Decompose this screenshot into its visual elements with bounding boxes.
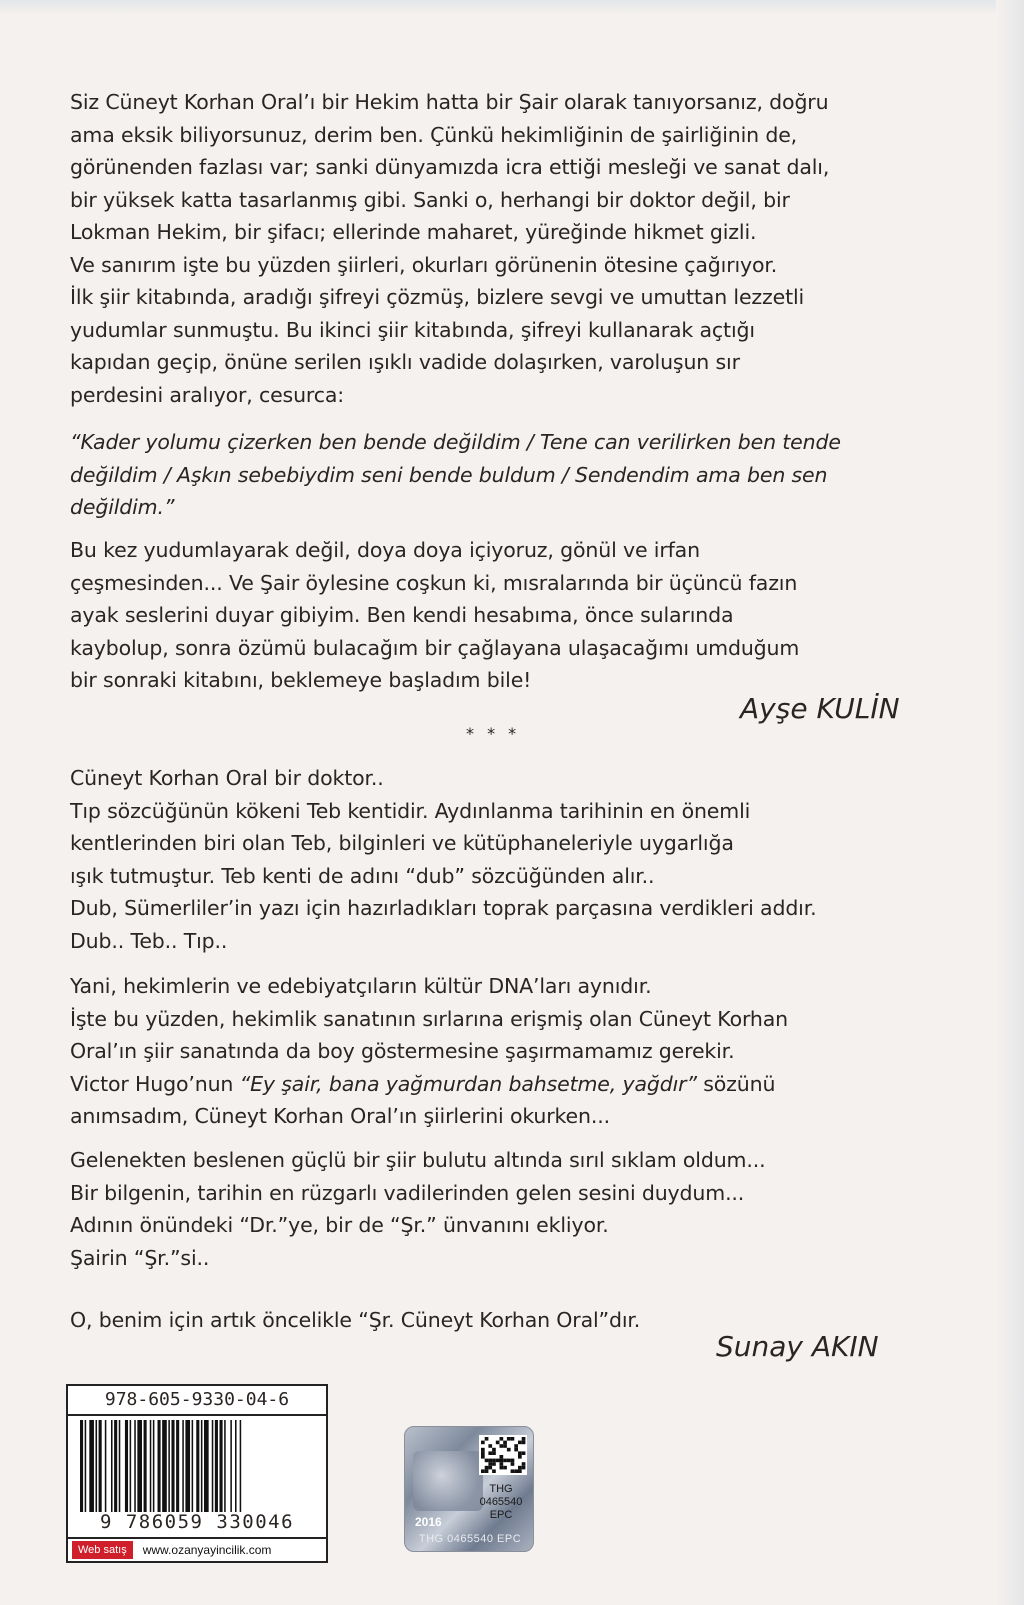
isbn-barcode-box	[66, 1384, 328, 1563]
hugo-post: sözünü	[696, 1071, 776, 1096]
signature-sunay-akin: Sunay AKIN	[716, 1330, 879, 1363]
quote-line: “Kader yolumu çizerken ben bende değildim / Tene can verilirken ben tende	[70, 430, 841, 454]
text-line: Lokman Hekim, bir şifacı; ellerinde maharet, yüreğinde hikmet gizli.	[70, 220, 757, 244]
signature-ayse-kulin: Ayşe KULİN	[740, 692, 900, 725]
hugo-pre: Victor Hugo’nun	[70, 1071, 240, 1096]
review-ayse-kulin-body	[70, 86, 950, 411]
text-line: Bu kez yudumlayarak değil, doya doya içiyoruz, gönül ve irfan	[70, 538, 700, 562]
barcode-bars	[78, 1420, 314, 1512]
section-separator: * * *	[466, 724, 521, 743]
review-sunay-akin-block2	[70, 970, 950, 1133]
text-line: Siz Cüneyt Korhan Oral’ı bir Hekim hatta bir Şair olarak tanıyorsanız, doğru	[70, 90, 829, 114]
isbn-number: 978-605-9330-04-6	[68, 1386, 326, 1416]
hologram-bottom-code: THG 0465540 EPC	[418, 1533, 522, 1545]
text-line: ayak seslerini duyar gibiyim. Ben kendi hesabıma, önce sularında	[70, 603, 734, 627]
text-line: kapıdan geçip, önüne serilen ışıklı vadide dolaşırken, varoluşun sır	[70, 350, 740, 374]
text-line: yudumlar sunmuştu. Bu ikinci şiir kitabında, şifreyi kullanarak açtığı	[70, 317, 755, 342]
text-line: Şairin “Şr.”si..	[70, 1245, 210, 1270]
barcode-digits: 9 786059 330046	[99, 1511, 295, 1533]
security-hologram-sticker	[404, 1426, 534, 1552]
text-line: ışık tutmuştur. Teb kenti de adını “dub” sözcüğünden alır..	[70, 863, 655, 888]
text-line: Dub.. Teb.. Tıp..	[70, 928, 228, 953]
text-line: Ve sanırım işte bu yüzden şiirleri, okurları görünenin ötesine çağırıyor.	[70, 252, 778, 277]
text-line: Tıp sözcüğünün kökeni Teb kentidir. Aydınlanma tarihinin en önemli	[70, 798, 751, 823]
review-sunay-akin-block3	[70, 1144, 950, 1274]
poem-quote	[70, 426, 950, 524]
hologram-code-line: THG	[489, 1483, 513, 1495]
qr-code-icon	[479, 1435, 527, 1475]
text-line: çeşmesinden... Ve Şair öylesine coşkun ki, mısralarında bir üçüncü fazın	[70, 570, 798, 595]
review-sunay-akin-block1	[70, 762, 950, 957]
hologram-code-line: EPC	[489, 1509, 513, 1521]
text-line: Yani, hekimlerin ve edebiyatçıların kültür DNA’ları aynıdır.	[70, 974, 652, 998]
text-line: Gelenekten beslenen güçlü bir şiir bulutu altında sırıl sıklam oldum...	[70, 1148, 766, 1172]
text-line: Cüneyt Korhan Oral bir doktor..	[70, 766, 384, 790]
text-line: kentlerinden biri olan Teb, bilginleri ve kütüphaneleriyle uygarlığa	[70, 831, 734, 855]
text-line: perdesini aralıyor, cesurca:	[70, 382, 345, 407]
text-line: ama eksik biliyorsunuz, derim ben. Çünkü hekimliğinin de şairliğinin de,	[70, 122, 798, 147]
text-line: görünenden fazlası var; sanki dünyamızda icra ettiği mesleği ve sanat dalı,	[70, 155, 830, 179]
quote-line: değildim.”	[70, 495, 175, 519]
text-line: Oral’ın şiir sanatında da boy göstermesine şaşırmamamız gerekir.	[70, 1039, 735, 1063]
text-line: bir yüksek katta tasarlanmış gibi. Sanki o, herhangi bir doktor değil, bir	[70, 187, 790, 212]
hologram-code-line: 0465540	[479, 1496, 523, 1508]
text-line: kaybolup, sonra özümü bulacağım bir çağlayana ulaşacağımı umduğum	[70, 635, 800, 660]
text-line: anımsadım, Cüneyt Korhan Oral’ın şiirlerini okurken...	[70, 1104, 610, 1128]
cover-right-edge	[996, 0, 1024, 1605]
closing-line: O, benim için artık öncelikle “Şr. Cüneyt Korhan Oral”dır.	[70, 1308, 641, 1332]
web-sales-label: Web satış	[72, 1541, 133, 1559]
text-line: bir sonraki kitabını, beklemeye başladım bile!	[70, 668, 532, 692]
text-line: İlk şiir kitabında, aradığı şifreyi çözmüş, bizlere sevgi ve umuttan lezzetli	[70, 285, 805, 309]
hugo-line	[70, 1068, 950, 1101]
hugo-quote: “Ey şair, bana yağmurdan bahsetme, yağdır”	[239, 1071, 697, 1096]
text-line: Adının önündeki “Dr.”ye, bir de “Şr.” ünvanını ekliyor.	[70, 1213, 609, 1237]
publisher-url: www.ozanyayincilik.com	[142, 1543, 272, 1557]
hologram-code	[471, 1483, 531, 1522]
cover-top-edge	[0, 0, 1024, 14]
web-sales-row	[68, 1537, 326, 1561]
review-ayse-kulin-ending	[70, 534, 950, 697]
hologram-year: 2016	[415, 1515, 442, 1529]
text-line: Dub, Sümerliler’in yazı için hazırladıkları toprak parçasına verdikleri addır.	[70, 896, 817, 920]
text-line: İşte bu yüzden, hekimlik sanatının sırlarına erişmiş olan Cüneyt Korhan	[70, 1006, 788, 1031]
quote-line: değildim / Aşkın sebebiydim seni bende buldum / Sendendim ama ben sen	[70, 462, 828, 487]
text-line: Bir bilgenin, tarihin en rüzgarlı vadilerinden gelen sesini duydum...	[70, 1180, 745, 1205]
